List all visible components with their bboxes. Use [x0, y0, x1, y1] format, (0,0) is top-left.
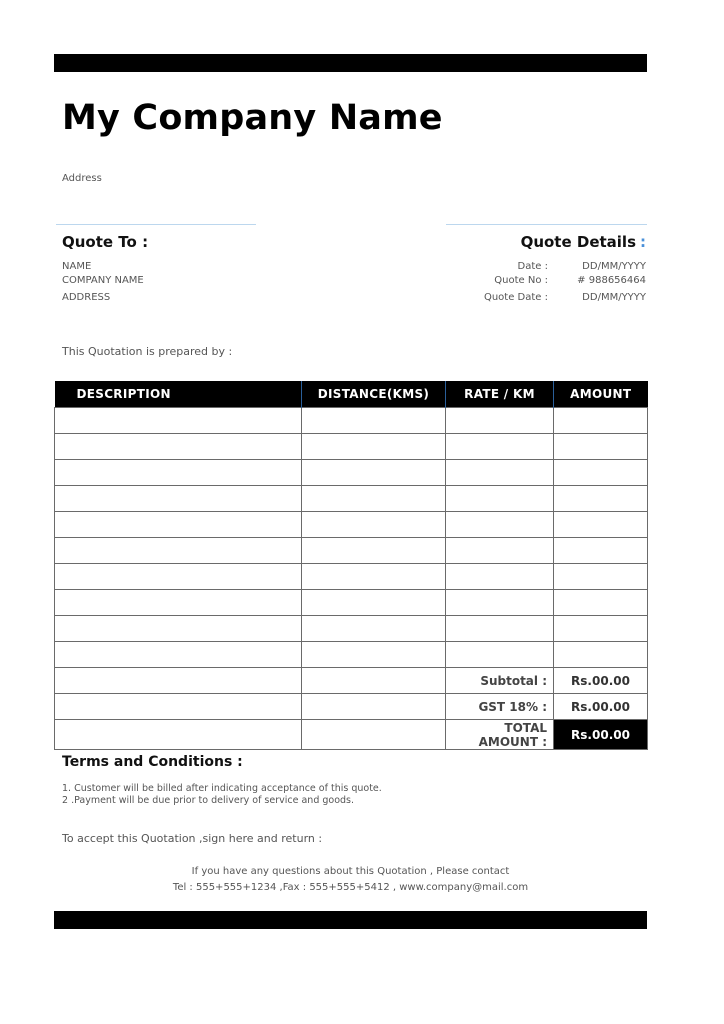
amount-cell[interactable]: [554, 486, 648, 512]
description-cell[interactable]: [55, 694, 302, 720]
distance-cell[interactable]: [302, 564, 446, 590]
header-amount: AMOUNT: [554, 381, 648, 408]
description-cell[interactable]: [55, 434, 302, 460]
description-cell[interactable]: [55, 408, 302, 434]
amount-cell[interactable]: [554, 538, 648, 564]
quotation-table: [54, 381, 648, 750]
amount-cell[interactable]: [554, 434, 648, 460]
top-bar: [54, 54, 647, 72]
quote-date-value: DD/MM/YYYY: [582, 292, 646, 303]
rate-cell[interactable]: [446, 590, 554, 616]
table-row: [55, 460, 648, 486]
amount-cell[interactable]: [554, 642, 648, 668]
contact-line-1: If you have any questions about this Quotation , Please contact: [191, 866, 510, 877]
subtotal-value: Rs.00.00: [554, 668, 648, 694]
rate-cell[interactable]: [446, 564, 554, 590]
amount-cell[interactable]: [554, 564, 648, 590]
table-row: [55, 642, 648, 668]
total-amount-value: Rs.00.00: [554, 720, 648, 750]
prepared-by: This Quotation is prepared by :: [62, 345, 233, 358]
table-row: [55, 408, 648, 434]
rate-cell[interactable]: [446, 434, 554, 460]
description-cell[interactable]: [55, 590, 302, 616]
distance-cell[interactable]: [302, 720, 446, 750]
gst-row: [55, 694, 648, 720]
gst-label: GST 18% :: [446, 694, 554, 720]
gst-value: Rs.00.00: [554, 694, 648, 720]
header-description: DESCRIPTION: [55, 381, 302, 408]
company-name: My Company Name: [62, 98, 443, 138]
distance-cell[interactable]: [302, 694, 446, 720]
table-row: [55, 538, 648, 564]
terms-title: Terms and Conditions :: [62, 754, 243, 770]
distance-cell[interactable]: [302, 538, 446, 564]
quote-no-value: # 988656464: [577, 275, 646, 286]
amount-cell[interactable]: [554, 408, 648, 434]
quote-details-heading: [521, 233, 646, 251]
subtotal-row: [55, 668, 648, 694]
quote-details-colon: :: [640, 233, 646, 251]
description-cell[interactable]: [55, 642, 302, 668]
total-label-line2: AMOUNT :: [478, 734, 547, 749]
description-cell[interactable]: [55, 564, 302, 590]
quote-details-divider: [446, 224, 647, 225]
distance-cell[interactable]: [302, 408, 446, 434]
description-cell[interactable]: [55, 486, 302, 512]
term-item-1: 1. Customer will be billed after indicating acceptance of this quote.: [62, 783, 382, 794]
distance-cell[interactable]: [302, 616, 446, 642]
rate-cell[interactable]: [446, 616, 554, 642]
table-row: [55, 434, 648, 460]
description-cell[interactable]: [55, 720, 302, 750]
description-cell[interactable]: [55, 616, 302, 642]
date-label: Date :: [517, 261, 548, 272]
total-row: [55, 720, 648, 750]
rate-cell[interactable]: [446, 512, 554, 538]
rate-cell[interactable]: [446, 408, 554, 434]
table-row: [55, 512, 648, 538]
distance-cell[interactable]: [302, 486, 446, 512]
amount-cell[interactable]: [554, 616, 648, 642]
description-cell[interactable]: [55, 512, 302, 538]
accept-signature-text: To accept this Quotation ,sign here and return :: [62, 832, 323, 845]
date-value: DD/MM/YYYY: [582, 261, 646, 272]
quote-to-divider: [56, 224, 256, 225]
quote-to-company: COMPANY NAME: [62, 275, 144, 286]
description-cell[interactable]: [55, 538, 302, 564]
quote-to-name: NAME: [62, 261, 92, 272]
table-row: [55, 590, 648, 616]
bottom-bar: [54, 911, 647, 929]
amount-cell[interactable]: [554, 512, 648, 538]
subtotal-label: Subtotal :: [446, 668, 554, 694]
total-amount-label: [446, 720, 554, 750]
distance-cell[interactable]: [302, 668, 446, 694]
header-distance: DISTANCE(KMS): [302, 381, 446, 408]
table-header-row: [55, 381, 648, 408]
quote-date-label: Quote Date :: [483, 292, 548, 303]
description-cell[interactable]: [55, 668, 302, 694]
table-row: [55, 616, 648, 642]
contact-line-2: Tel : 555+555+1234 ,Fax : 555+555+5412 , www.company@mail.com: [172, 882, 529, 893]
quote-to-address: ADDRESS: [62, 292, 111, 303]
table-row: [55, 564, 648, 590]
distance-cell[interactable]: [302, 590, 446, 616]
header-rate: RATE / KM: [446, 381, 554, 408]
rate-cell[interactable]: [446, 460, 554, 486]
rate-cell[interactable]: [446, 642, 554, 668]
quote-details-title: Quote Details: [520, 233, 636, 251]
distance-cell[interactable]: [302, 434, 446, 460]
rate-cell[interactable]: [446, 486, 554, 512]
description-cell[interactable]: [55, 460, 302, 486]
rate-cell[interactable]: [446, 538, 554, 564]
quote-no-label: Quote No :: [494, 275, 548, 286]
amount-cell[interactable]: [554, 590, 648, 616]
table-row: [55, 486, 648, 512]
quote-to-title: Quote To :: [62, 233, 149, 251]
company-address: Address: [62, 173, 102, 184]
distance-cell[interactable]: [302, 642, 446, 668]
total-label-line1: TOTAL: [504, 720, 547, 735]
term-item-2: 2 .Payment will be due prior to delivery of service and goods.: [62, 795, 355, 806]
distance-cell[interactable]: [302, 512, 446, 538]
distance-cell[interactable]: [302, 460, 446, 486]
amount-cell[interactable]: [554, 460, 648, 486]
